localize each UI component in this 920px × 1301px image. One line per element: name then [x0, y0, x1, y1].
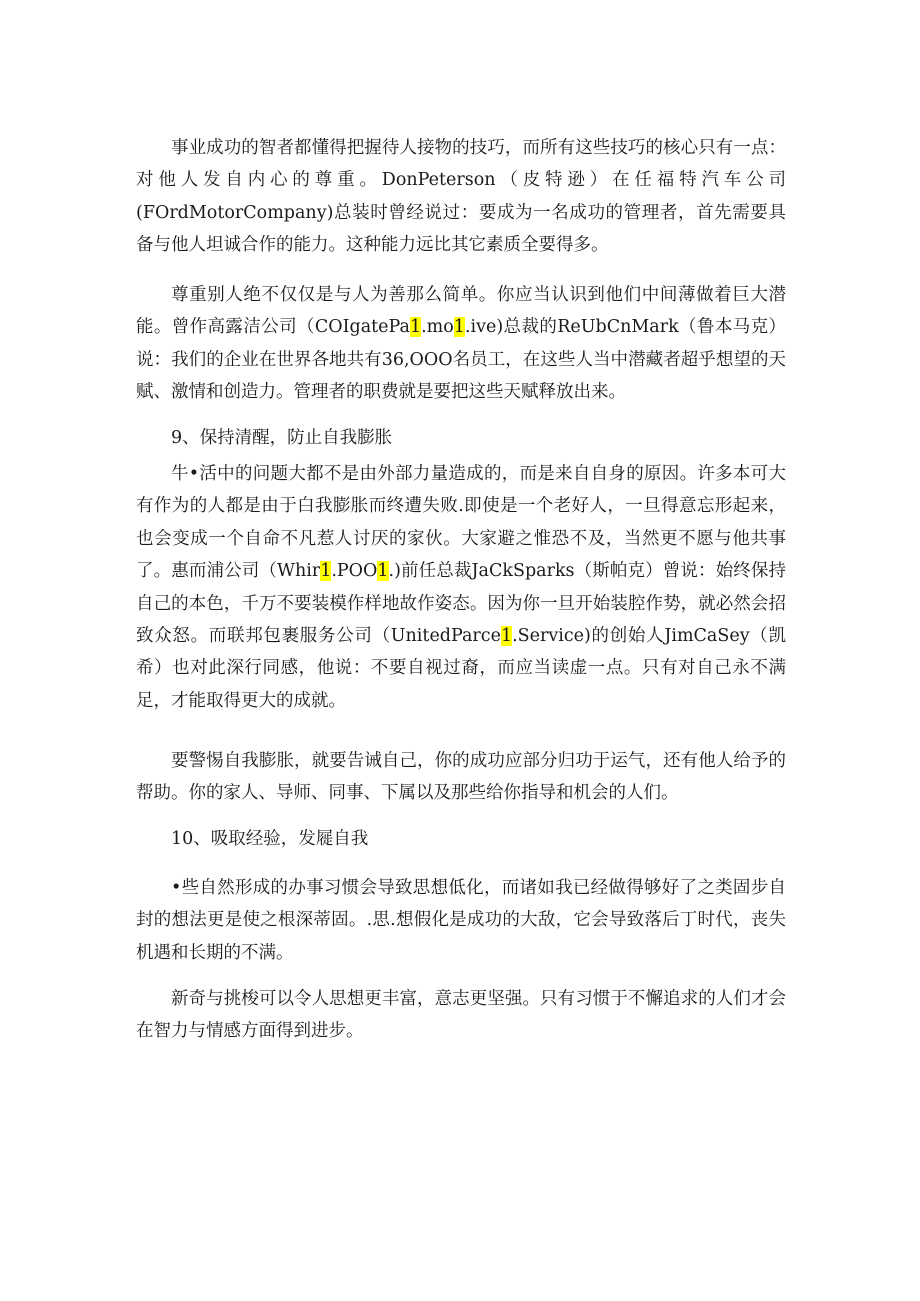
highlighted-character: 1: [320, 561, 332, 582]
paragraph-text: 尊重别人绝不仅仅是与人为善那么简单。你应当认识到他们中间薄做着巨大潜能。曾作高露洁公司（COIgatePa: [136, 285, 786, 338]
paragraph-beware-inflation: 要警惕自我膨胀，就要告诫自己，你的成功应部分归功于运气，还有他人给予的帮助。你的家人、导师、同事、下属以及那些给你指导和机会的人们。: [136, 751, 786, 804]
paragraph-text: .POO: [331, 561, 378, 582]
paragraph-text: .)前任总裁JaCkSparks（斯帕克）曾说：始终保持自己的本色，千万不要装模作样地故作姿态。因为你一旦开始装腔作势，就必然会招致众怒。而联邦包裹服务公司（UnitedParce: [136, 561, 786, 647]
paragraph-text: .mo: [421, 317, 454, 338]
paragraph-respect-intro: [136, 132, 786, 262]
paragraph-novelty: 新奇与挑梭可以令人思想更丰富，意志更坚强。只有习惯于不懈追求的人们才会在智力与情感方面得到进步。: [136, 989, 786, 1042]
section-heading-9: 9、保持清醒，防止自我膨胀: [171, 428, 393, 448]
paragraph-text: 事业成功的智者都懂得把握待人接物的技巧，而所有这些技巧的核心只有一点：对他人发自内心的尊重。DonPeterson（皮特逊）在任福特汽车公司(FOrdMotorCompany)总装时曾经说过：要成为一名成功的管理者，首先需要具备与他人坦诚合作的能力。这种能力远比其它素质全要得多。: [136, 138, 786, 256]
highlighted-character: 1: [453, 317, 465, 338]
paragraph-respect-potential: [136, 279, 786, 409]
highlighted-character: 1: [500, 626, 513, 647]
paragraph-self-inflation: [136, 458, 786, 717]
paragraph-text: .Service)的创始人JimCaSey（凯希）也对此深行同感，他说：不要自视过裔，而应当读虚一点。只有对自己永不满足，才能取得更大的成就。: [136, 626, 786, 711]
highlighted-character: 1: [377, 561, 389, 582]
paragraph-text: .ive)总裁的ReUbCnMark（鲁本马克）说：我们的企业在世界各地共有36,OOO名员工，在这些人当中潜藏者超乎想望的天赋、激情和创造力。管理者的职费就是要把这些天赋释放出来。: [136, 317, 786, 403]
section-heading-10: 10、吸取经验，发屣自我: [171, 829, 369, 849]
paragraph-habits: •些自然形成的办事习惯会导致思想低化，而诸如我已经做得够好了之类固步自封的想法更是使之根深蒂固。.思.想假化是成功的大敌，它会导致落后丁时代，丧失机遇和长期的不满。: [136, 878, 786, 963]
paragraph-text: 牛•活中的问题大都不是由外部力量造成的，而是来自自身的原因。许多本可大有作为的人都是由于白我膨胀而终遭失败.即使是一个老好人，一旦得意忘形起来，也会变成一个自命不凡惹人讨厌的家伙。大家避之惟恐不及，当然更不愿与他共事了。惠而浦公司（Whir: [136, 464, 786, 582]
highlighted-character: 1: [409, 317, 422, 338]
